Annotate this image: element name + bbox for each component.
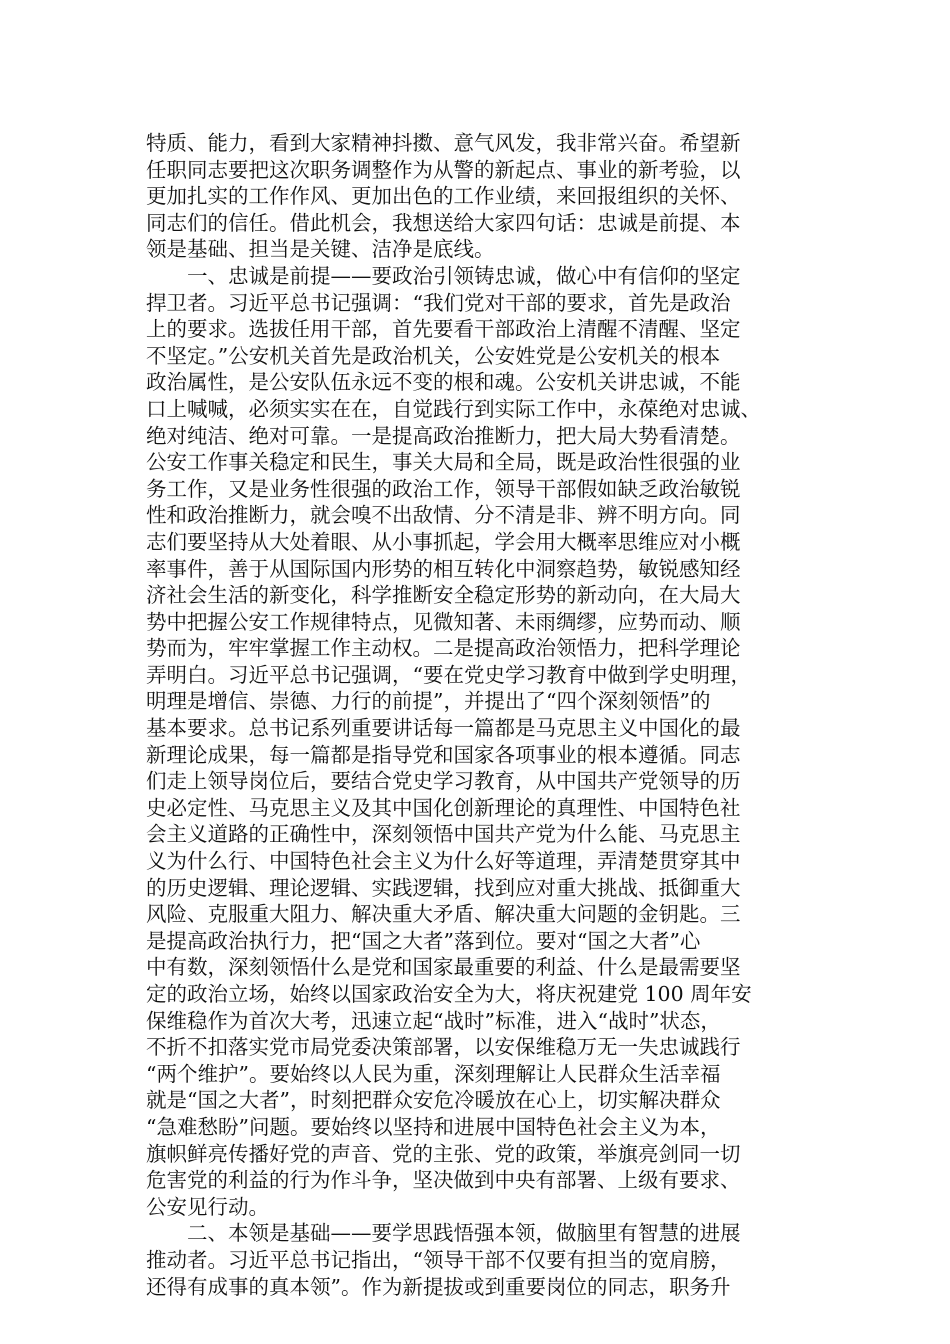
text-line: 保维稳作为首次大考，迅速立起“战时”标准，进入“战时”状态， bbox=[146, 1008, 721, 1033]
text-line: 就是“国之大者”，时刻把群众安危冷暖放在心上，切实解决群众 bbox=[146, 1088, 721, 1113]
text-line: 绝对纯洁、绝对可靠。一是提高政治推断力，把大局大势看清楚。 bbox=[146, 423, 741, 448]
text-line: 口上喊喊，必须实实在在，自觉践行到实际工作中，永葆绝对忠诚、 bbox=[146, 396, 761, 421]
text-line: 弄明白。习近平总书记强调，“要在党史学习教育中做到学史明理， bbox=[146, 662, 751, 687]
text-line: 济社会生活的新变化，科学推断安全稳定形势的新动向，在大局大 bbox=[146, 583, 741, 608]
text-line: 中有数，深刻领悟什么是党和国家最重要的利益、什么是最需要坚 bbox=[146, 955, 741, 980]
text-line: 风险、克服重大阻力、解决重大矛盾、解决重大问题的金钥匙。三 bbox=[146, 902, 741, 927]
text-line: 新理论成果，每一篇都是指导党和国家各项事业的根本遵循。同志 bbox=[146, 742, 741, 767]
text-line: 旗帜鲜亮传播好党的声音、党的主张、党的政策，举旗亮剑同一切 bbox=[146, 1141, 741, 1166]
text-line: 特质、能力，看到大家精神抖擞、意气风发，我非常兴奋。希望新 bbox=[146, 131, 741, 155]
text-line: 性和政治推断力，就会嗅不出敌情、分不清是非、辨不明方向。同 bbox=[146, 503, 741, 528]
text-line: 一、忠诚是前提——要政治引领铸忠诚，做心中有信仰的坚定 bbox=[187, 263, 741, 288]
text-line: 更加扎实的工作作风、更加出色的工作业绩，来回报组织的关怀、 bbox=[146, 184, 741, 209]
text-line: 势中把握公安工作规律特点，见微知著、未雨绸缪，应势而动、顺 bbox=[146, 609, 741, 634]
text-line: “急难愁盼”问题。要始终以坚持和进展中国特色社会主义为本， bbox=[146, 1114, 721, 1139]
text-line: 史必定性、马克思主义及其中国化创新理论的真理性、中国特色社 bbox=[146, 795, 741, 820]
text-line: 义为什么行、中国特色社会主义为什么好等道理，弄清楚贯穿其中 bbox=[146, 849, 741, 874]
body-text bbox=[146, 130, 806, 1300]
text-line: 的历史逻辑、理论逻辑、实践逻辑，找到应对重大挑战、抵御重大 bbox=[146, 875, 741, 900]
text-line: 定的政治立场，始终以国家政治安全为大，将庆祝建党 100 周年安 bbox=[146, 982, 752, 1006]
text-line: 率事件，善于从国际国内形势的相互转化中洞察趋势，敏锐感知经 bbox=[146, 556, 741, 581]
text-line: 势而为，牢牢掌握工作主动权。二是提高政治领悟力，把科学理论 bbox=[146, 636, 741, 661]
text-line: 务工作，又是业务性很强的政治工作，领导干部假如缺乏政治敏锐 bbox=[146, 476, 741, 501]
text-line: 二、本领是基础——要学思践悟强本领，做脑里有智慧的进展 bbox=[187, 1221, 741, 1246]
text-line: 上的要求。选拔任用干部，首先要看干部政治上清醒不清醒、坚定 bbox=[146, 317, 741, 342]
text-line: 明理是增信、崇德、力行的前提”，并提出了“四个深刻领悟”的 bbox=[146, 689, 711, 714]
text-line: “两个维护”。要始终以人民为重，深刻理解让人民群众生活幸福 bbox=[146, 1061, 721, 1086]
text-line: 还得有成事的真本领”。作为新提拔或到重要岗位的同志，职务升 bbox=[146, 1274, 731, 1299]
text-line: 公安见行动。 bbox=[146, 1194, 269, 1219]
text-line: 们走上领导岗位后，要结合党史学习教育，从中国共产党领导的历 bbox=[146, 769, 741, 794]
text-line: 同志们的信任。借此机会，我想送给大家四句话：忠诚是前提、本 bbox=[146, 210, 741, 235]
text-line: 是提高政治执行力，把“国之大者”落到位。要对“国之大者”心 bbox=[146, 928, 701, 953]
text-line: 任职同志要把这次职务调整作为从警的新起点、事业的新考验，以 bbox=[146, 157, 741, 182]
text-line: 推动者。习近平总书记指出，“领导干部不仅要有担当的宽肩膀， bbox=[146, 1247, 731, 1272]
text-line: 危害党的利益的行为作斗争，坚决做到中央有部署、上级有要求、 bbox=[146, 1168, 741, 1193]
text-line: 捍卫者。习近平总书记强调：“我们党对干部的要求，首先是政治 bbox=[146, 290, 731, 315]
text-line: 基本要求。总书记系列重要讲话每一篇都是马克思主义中国化的最 bbox=[146, 716, 741, 741]
text-line: 不坚定。”公安机关首先是政治机关，公安姓党是公安机关的根本 bbox=[146, 343, 721, 368]
text-line: 政治属性，是公安队伍永远不变的根和魂。公安机关讲忠诚，不能 bbox=[146, 370, 741, 395]
text-line: 公安工作事关稳定和民生，事关大局和全局，既是政治性很强的业 bbox=[146, 450, 741, 475]
text-line: 领是基础、担当是关键、洁净是底线。 bbox=[146, 237, 495, 262]
text-line: 会主义道路的正确性中，深刻领悟中国共产党为什么能、马克思主 bbox=[146, 822, 741, 847]
text-line: 不折不扣落实党市局党委决策部署，以安保维稳万无一失忠诚践行 bbox=[146, 1035, 741, 1060]
text-line: 志们要坚持从大处着眼、从小事抓起，学会用大概率思维应对小概 bbox=[146, 529, 741, 554]
